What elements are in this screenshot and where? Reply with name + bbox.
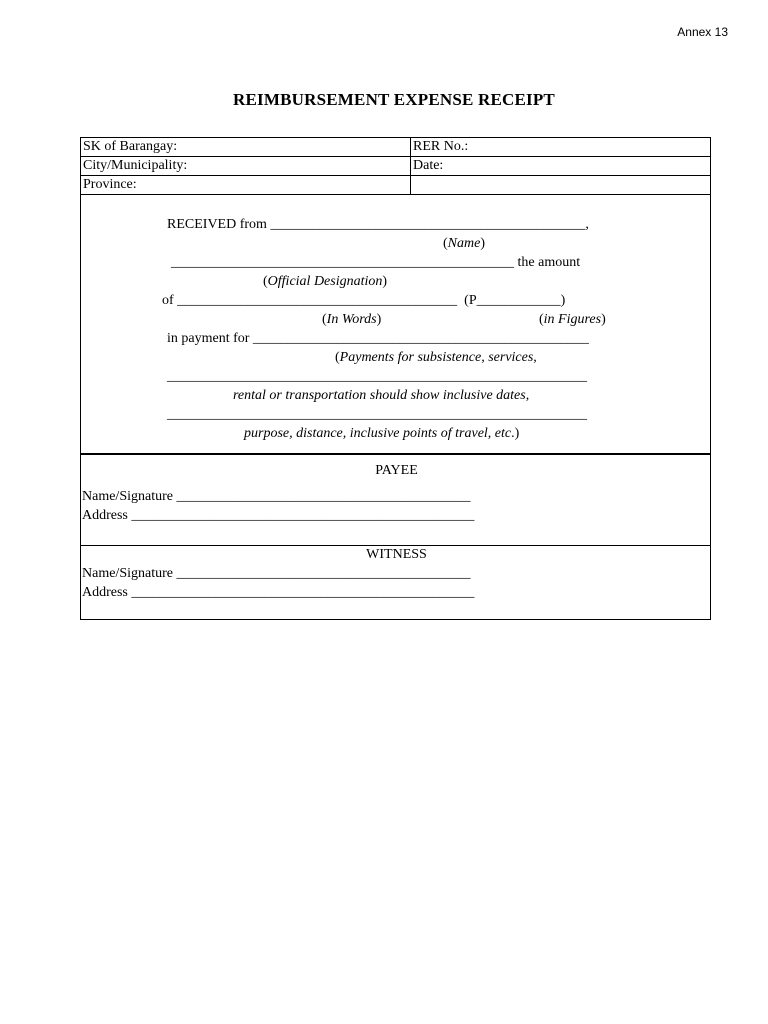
- amount-line[interactable]: of ________________________________________ (P____________): [162, 293, 566, 308]
- designation-hint: (Official Designation): [263, 274, 388, 289]
- payments-hint-2: rental or transportation should show inclusive dates,: [233, 388, 530, 403]
- received-from-line[interactable]: RECEIVED from _____________________________________________,: [167, 217, 589, 232]
- annex-label: Annex 13: [677, 25, 728, 39]
- name-hint: (Name): [443, 236, 486, 251]
- date-field[interactable]: Date:: [413, 158, 444, 173]
- blank-header-cell[interactable]: [411, 176, 710, 194]
- payee-address-line[interactable]: Address _________________________________________________: [82, 508, 475, 523]
- in-words-hint: (In Words): [322, 312, 382, 327]
- city-municipality-field[interactable]: City/Municipality:: [81, 157, 411, 175]
- blank-line-1[interactable]: ____________________________________________________________: [167, 369, 587, 384]
- payments-hint-3: purpose, distance, inclusive points of travel, etc.): [244, 426, 520, 441]
- province-field[interactable]: Province:: [81, 176, 411, 194]
- sk-barangay-field[interactable]: SK of Barangay:: [81, 138, 411, 156]
- payee-heading: PAYEE: [375, 463, 418, 478]
- blank-line-2[interactable]: ____________________________________________________________: [167, 407, 587, 422]
- in-figures-hint: (in Figures): [539, 312, 606, 327]
- payee-divider: [81, 453, 710, 455]
- header-row-3: [81, 176, 710, 195]
- receipt-form: [80, 137, 711, 620]
- payment-for-line[interactable]: in payment for ________________________________________________: [167, 331, 589, 346]
- header-row-1: [81, 138, 710, 157]
- witness-heading: WITNESS: [366, 547, 427, 562]
- witness-name-signature-line[interactable]: Name/Signature __________________________________________: [82, 566, 471, 581]
- witness-address-line[interactable]: Address _________________________________________________: [82, 585, 475, 600]
- header-row-2: [81, 157, 710, 176]
- rer-no-field[interactable]: RER No.:: [413, 139, 469, 154]
- document-title: REIMBURSEMENT EXPENSE RECEIPT: [233, 90, 555, 109]
- payments-hint-1: (Payments for subsistence, services,: [335, 350, 537, 365]
- designation-line[interactable]: _________________________________________________ the amount: [171, 255, 581, 270]
- payee-name-signature-line[interactable]: Name/Signature __________________________________________: [82, 489, 471, 504]
